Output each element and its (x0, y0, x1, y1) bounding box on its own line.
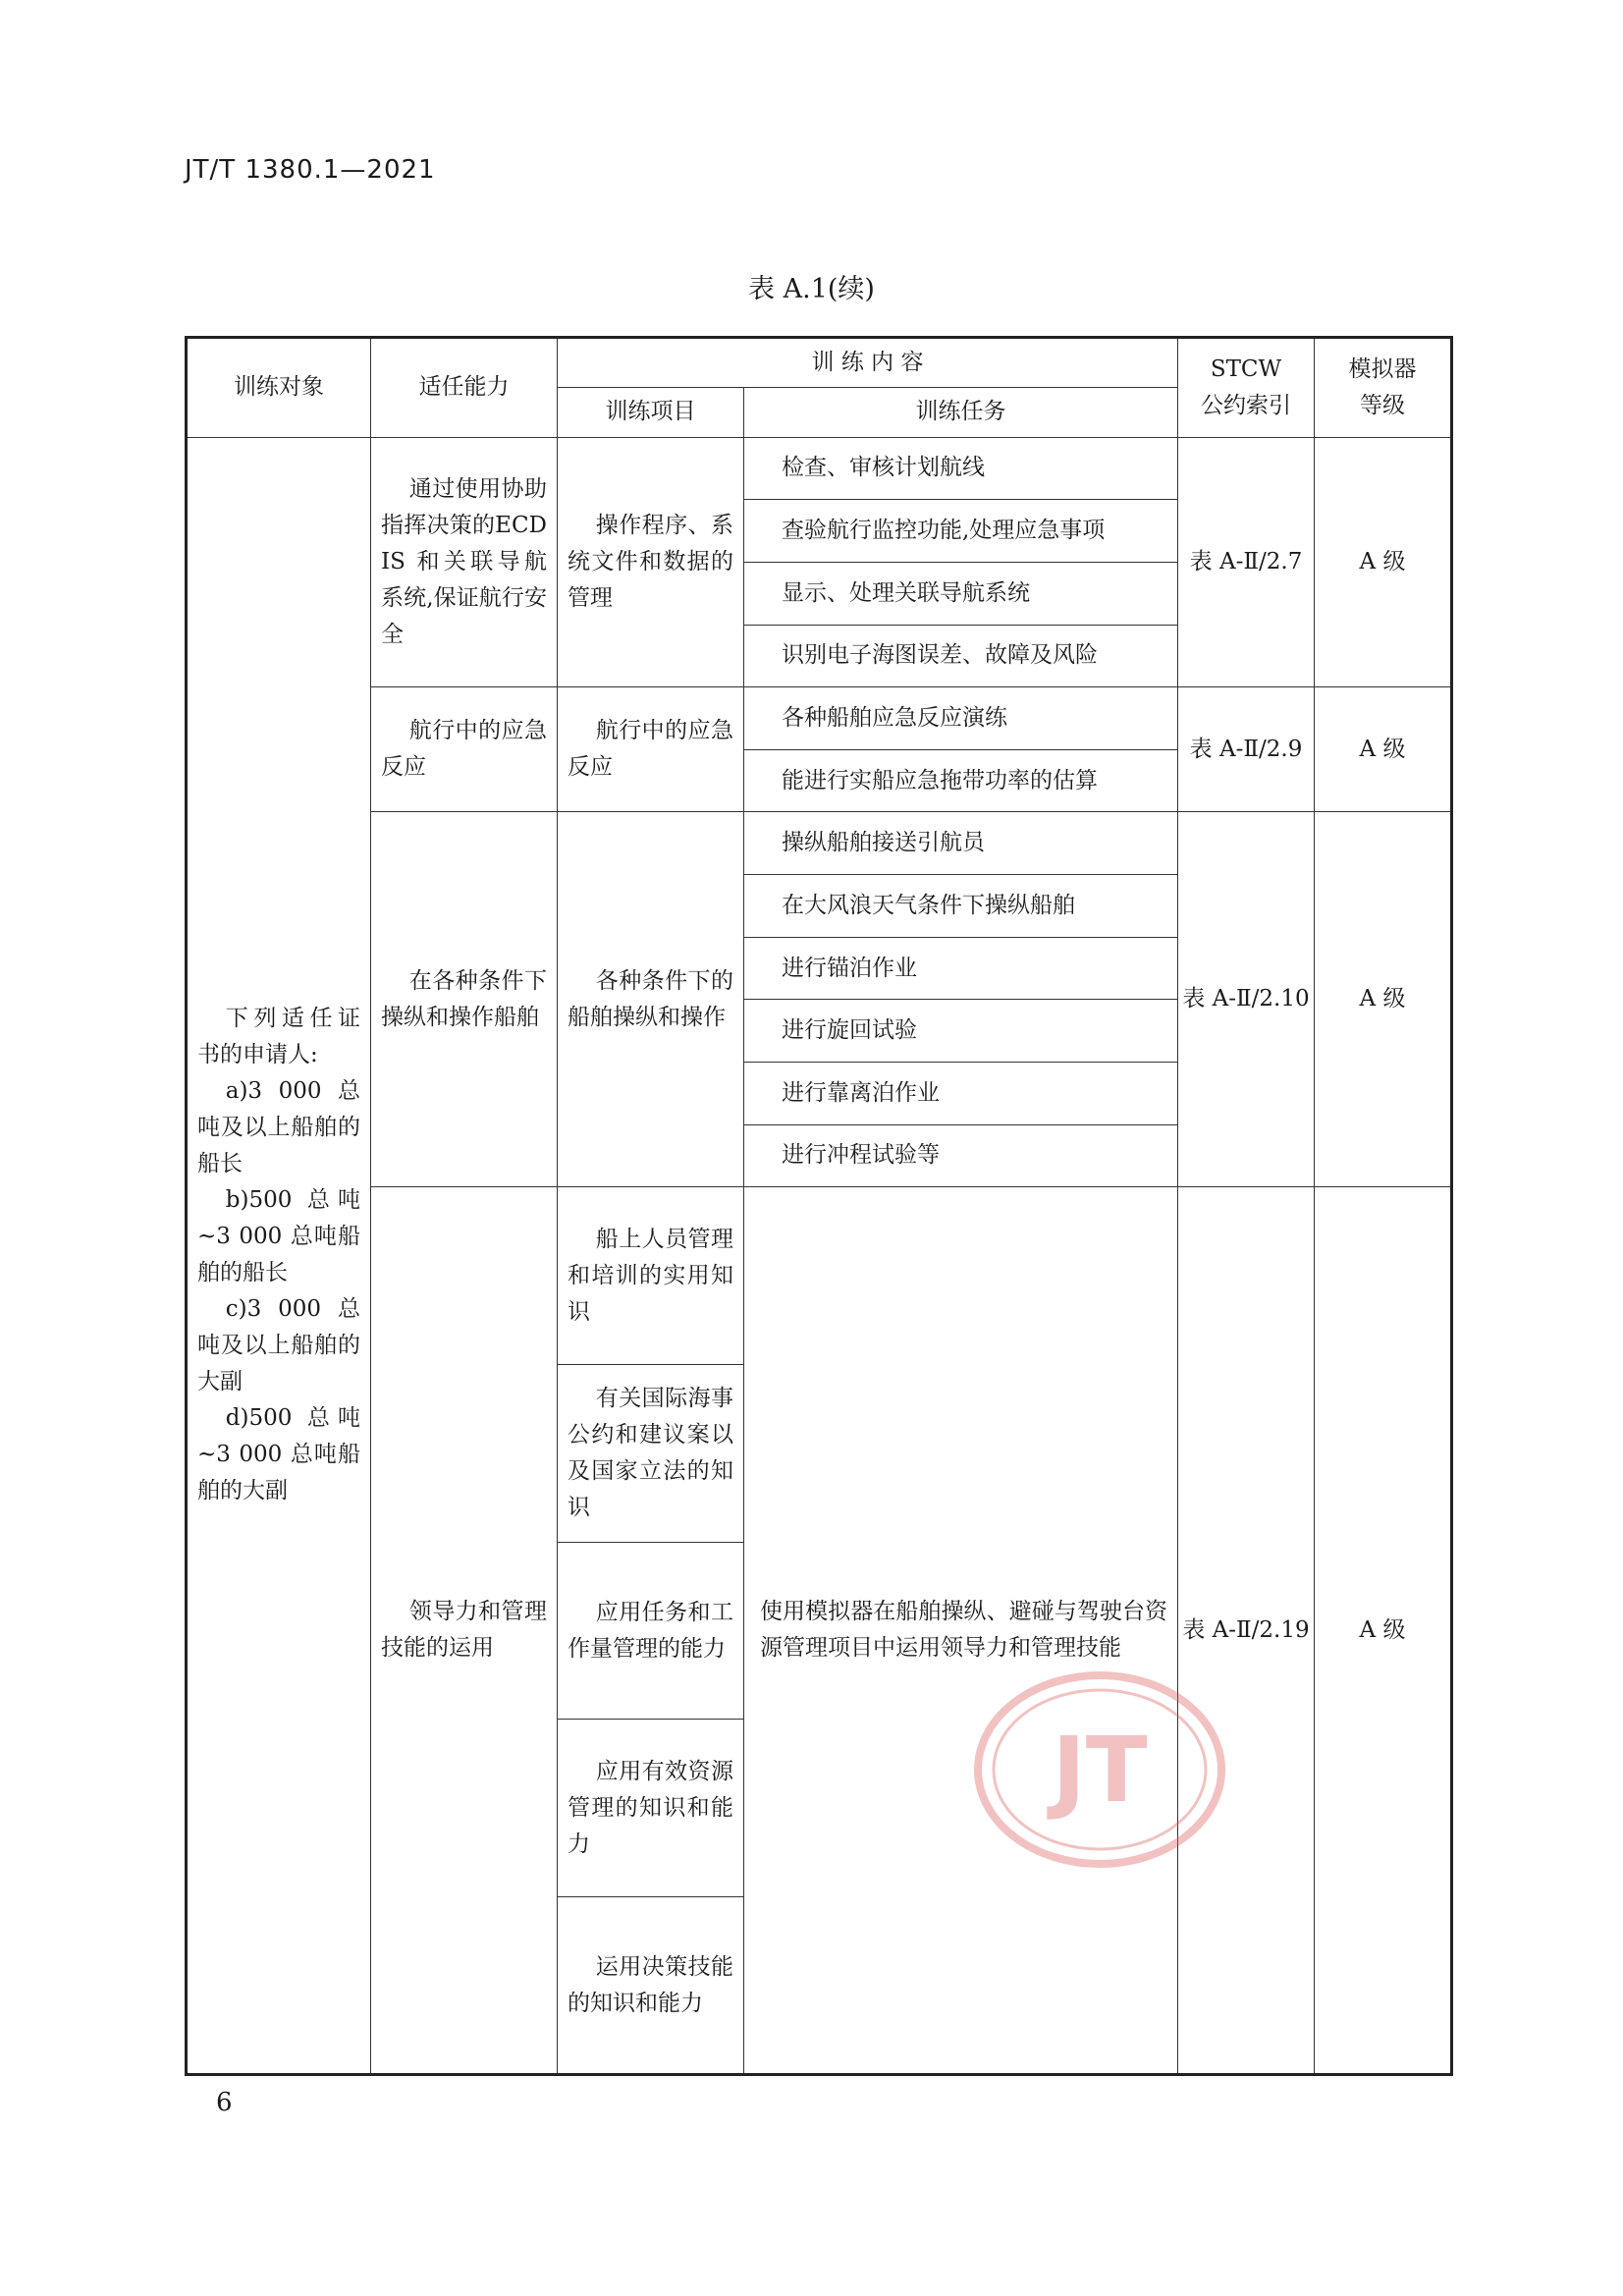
header-target: 训练对象 (187, 338, 371, 438)
stcw-cell: 表 A-Ⅱ/2.9 (1178, 687, 1315, 812)
header-content: 训 练 内 容 (558, 338, 1178, 388)
header-stcw (1178, 338, 1315, 438)
header-stcw-line1: STCW (1210, 355, 1282, 382)
level-cell: A 级 (1315, 437, 1452, 687)
task-cell: 进行锚泊作业 (744, 937, 1178, 1000)
level-cell: A 级 (1315, 1187, 1452, 2075)
task-cell: 在大风浪天气条件下操纵船舶 (744, 875, 1178, 938)
item-cell: 有关国际海事公约和建议案以及国家立法的知识 (558, 1365, 744, 1543)
competence-cell: 领导力和管理技能的运用 (371, 1187, 558, 2075)
competence-cell: 航行中的应急反应 (371, 687, 558, 812)
header-item: 训练项目 (558, 388, 744, 437)
item-cell: 应用有效资源管理的知识和能力 (558, 1720, 744, 1897)
stcw-cell: 表 A-Ⅱ/2.7 (1178, 437, 1315, 687)
document-id: JT/T 1380.1—2021 (185, 155, 436, 185)
header-task: 训练任务 (744, 388, 1178, 437)
header-level-line1: 模拟器 (1348, 355, 1417, 382)
target-item-d: d)500 总吨~3 000 总吨船舶的大副 (197, 1405, 360, 1504)
target-item-b: b)500 总吨~3 000 总吨船舶的船长 (197, 1187, 360, 1286)
task-cell: 进行冲程试验等 (744, 1124, 1178, 1187)
header-level-line2: 等级 (1360, 392, 1405, 418)
stcw-cell: 表 A-Ⅱ/2.10 (1178, 812, 1315, 1187)
item-cell: 各种条件下的船舶操纵和操作 (558, 812, 744, 1187)
page-number: 6 (216, 2088, 233, 2117)
competence-cell: 在各种条件下操纵和操作船舶 (371, 812, 558, 1187)
level-cell: A 级 (1315, 812, 1452, 1187)
task-cell: 进行旋回试验 (744, 1000, 1178, 1063)
target-intro: 下列适任证书的申请人: (197, 1006, 360, 1068)
task-cell: 能进行实船应急拖带功率的估算 (744, 749, 1178, 812)
task-cell: 进行靠离泊作业 (744, 1063, 1178, 1125)
task-cell: 检查、审核计划航线 (744, 437, 1178, 500)
header-competence: 适任能力 (371, 338, 558, 438)
level-cell: A 级 (1315, 687, 1452, 812)
target-cell (187, 437, 371, 2074)
task-cell: 操纵船舶接送引航员 (744, 812, 1178, 875)
table-title: 表 A.1(续) (748, 274, 875, 304)
target-item-c: c)3 000 总吨及以上船舶的大副 (197, 1296, 360, 1395)
task-cell: 识别电子海图误差、故障及风险 (744, 625, 1178, 687)
competence-cell: 通过使用协助指挥决策的ECDIS 和关联导航系统,保证航行安全 (371, 437, 558, 687)
training-table (185, 336, 1453, 2076)
stcw-cell: 表 A-Ⅱ/2.19 (1178, 1187, 1315, 2075)
target-item-a: a)3 000 总吨及以上船舶的船长 (197, 1078, 360, 1177)
item-cell: 运用决策技能的知识和能力 (558, 1897, 744, 2075)
task-cell: 显示、处理关联导航系统 (744, 562, 1178, 625)
seal-text: JT (1052, 1718, 1148, 1823)
task-cell: 各种船舶应急反应演练 (744, 687, 1178, 750)
item-cell: 操作程序、系统文件和数据的管理 (558, 437, 744, 687)
item-cell: 航行中的应急反应 (558, 687, 744, 812)
item-cell: 船上人员管理和培训的实用知识 (558, 1187, 744, 1365)
header-level (1315, 338, 1452, 438)
header-stcw-line2: 公约索引 (1201, 392, 1291, 418)
task-cell: 使用模拟器在船舶操纵、避碰与驾驶台资源管理项目中运用领导力和管理技能 (744, 1187, 1178, 2075)
task-cell: 查验航行监控功能,处理应急事项 (744, 500, 1178, 563)
item-cell: 应用任务和工作量管理的能力 (558, 1542, 744, 1720)
